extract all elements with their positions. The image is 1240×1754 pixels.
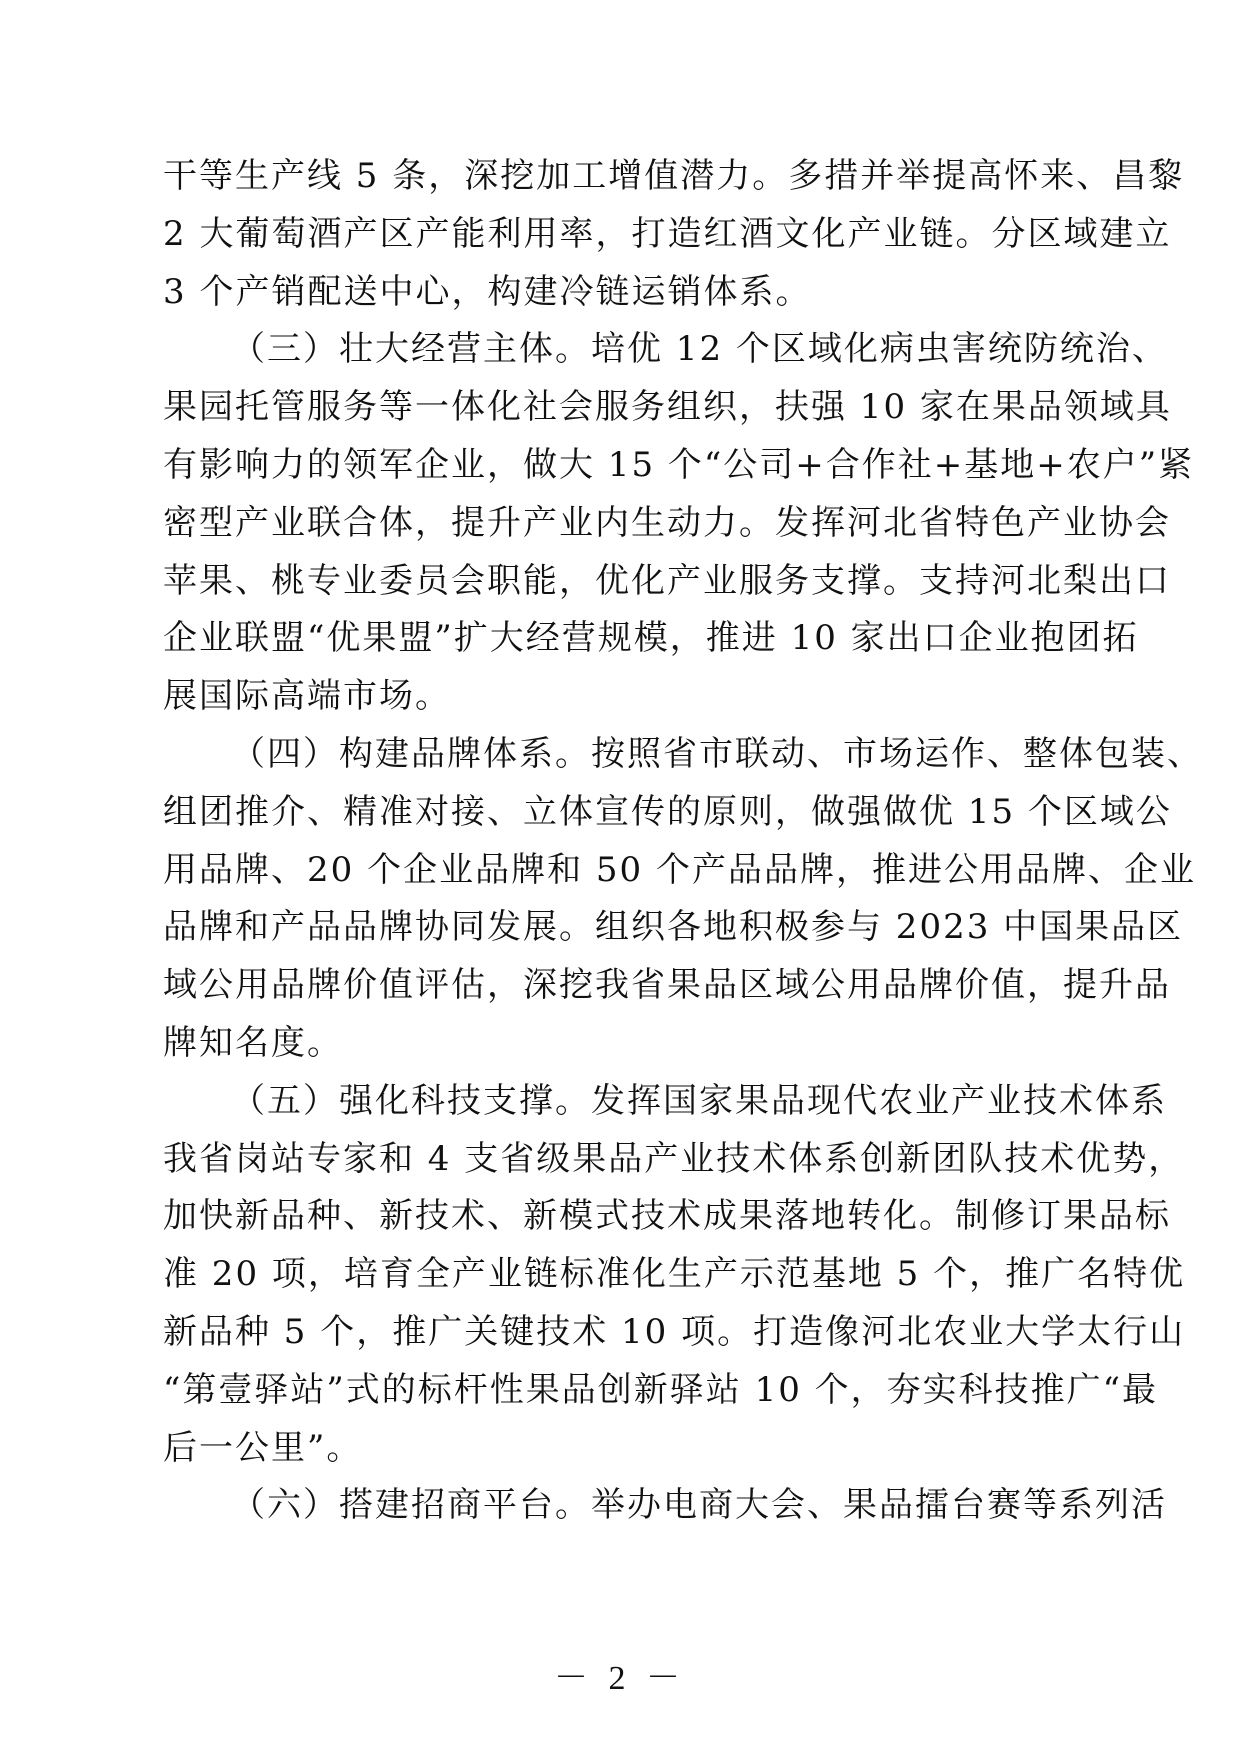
text-line: 2 大葡萄酒产区产能利用率，打造红酒文化产业链。分区域建立 — [163, 213, 1172, 254]
text-line: 准 20 项，培育全产业链标准化生产示范基地 5 个，推广名特优 — [163, 1254, 1186, 1295]
text-line: “第壹驿站”式的标杆性果品创新驿站 10 个，夯实科技推广“最 — [163, 1369, 1159, 1410]
page-number: － 2 － — [554, 1660, 686, 1697]
section-6-first-line: （六）搭建招商平台。举办电商大会、果品擂台赛等系列活 — [231, 1485, 1167, 1526]
text-line: 加快新品种、新技术、新模式技术成果落地转化。制修订果品标 — [163, 1196, 1171, 1237]
text-line: 果园托管服务等一体化社会服务组织，扶强 10 家在果品领域具 — [163, 387, 1172, 428]
section-4-first-line: （四）构建品牌体系。按照省市联动、市场运作、整体包装、 — [231, 733, 1203, 774]
text-line: 企业联盟“优果盟”扩大经营规模，推进 10 家出口企业抱团拓 — [163, 618, 1139, 659]
text-line: 域公用品牌价值评估，深挖我省果品区域公用品牌价值，提升品 — [163, 965, 1171, 1006]
text-line: 用品牌、20 个企业品牌和 50 个产品品牌，推进公用品牌、企业 — [163, 849, 1196, 890]
text-line: 后一公里”。 — [163, 1427, 363, 1468]
text-line: 3 个产销配送中心，构建冷链运销体系。 — [163, 271, 812, 312]
section-3-first-line: （三）壮大经营主体。培优 12 个区域化病虫害统防统治、 — [231, 329, 1168, 370]
text-line: 新品种 5 个，推广关键技术 10 项。打造像河北农业大学太行山 — [163, 1311, 1186, 1352]
text-line: 品牌和产品品牌协同发展。组织各地积极参与 2023 中国果品区 — [163, 907, 1184, 948]
text-line: 我省岗站专家和 4 支省级果品产业技术体系创新团队技术优势， — [163, 1138, 1185, 1179]
text-line: 组团推介、精准对接、立体宣传的原则，做强做优 15 个区域公 — [163, 791, 1172, 832]
text-line: 展国际高端市场。 — [163, 676, 451, 717]
text-line: 干等生产线 5 条，深挖加工增值潜力。多措并举提高怀来、昌黎 — [163, 156, 1185, 196]
text-line: 有影响力的领军企业，做大 15 个“公司+合作社+基地+农户”紧 — [163, 444, 1195, 485]
text-line: 牌知名度。 — [163, 1022, 343, 1063]
text-line: 密型产业联合体，提升产业内生动力。发挥河北省特色产业协会 — [163, 502, 1171, 543]
section-5-first-line: （五）强化科技支撑。发挥国家果品现代农业产业技术体系 — [231, 1080, 1167, 1121]
text-line: 苹果、桃专业委员会职能，优化产业服务支撑。支持河北梨出口 — [163, 560, 1171, 601]
body-text — [163, 148, 1203, 1535]
